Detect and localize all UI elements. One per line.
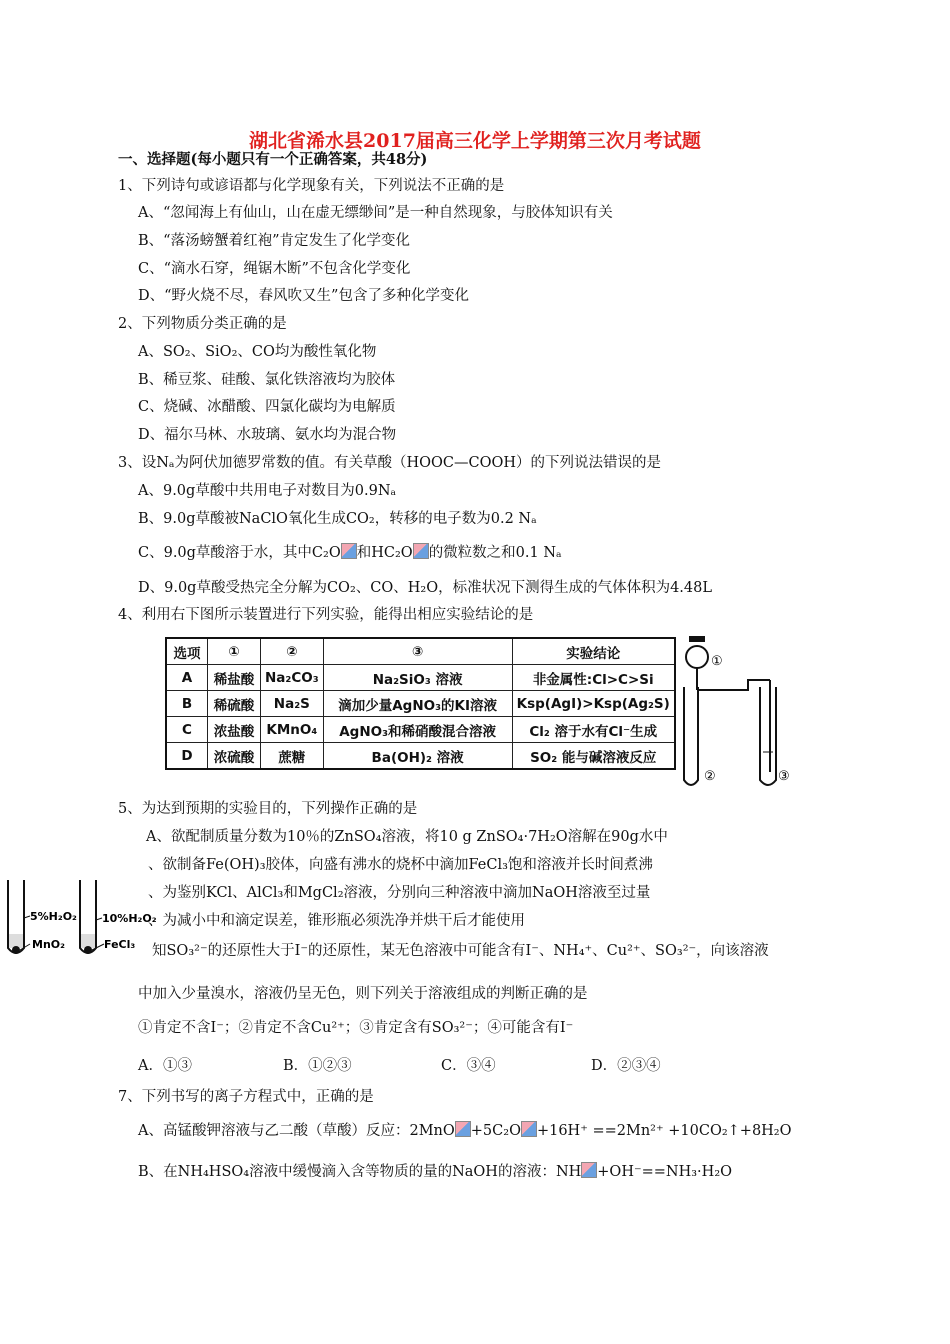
q3-stem: 3、设Nₐ为阿伏加德罗常数的值。有关草酸（HOOC—COOH）的下列说法错误的是 (118, 455, 662, 471)
q1-option-c: C、“滴水石穿，绳锯木断”不包含化学变化 (138, 261, 411, 277)
table-cell: KMnO₄ (261, 717, 324, 743)
q6-stem: 知SO₃²⁻的还原性大于I⁻的还原性，某无色溶液中可能含有I⁻、NH₄⁺、Cu²⁺、SO₃²⁻，向该溶液 (152, 943, 769, 959)
q3-option-c (138, 543, 562, 563)
table-row (166, 691, 675, 717)
table-cell: 非金属性:Cl>C>Si (512, 665, 675, 691)
table-row (166, 717, 675, 743)
table-cell: Na₂CO₃ (261, 665, 324, 691)
q3-c-part1: C、9.0g草酸溶于水，其中C₂O (138, 545, 341, 561)
table-cell: Ksp(AgI)>Ksp(Ag₂S) (512, 691, 675, 717)
q5-option-d: 、为减小中和滴定误差，锥形瓶必须洗净并烘干后才能使用 (148, 913, 525, 929)
label-1: ① (711, 654, 723, 669)
q1-option-d: D、“野火烧不尽，春风吹又生”包含了多种化学变化 (138, 288, 469, 304)
table-cell: SO₂ 能与碱溶液反应 (512, 743, 675, 770)
formula-image-icon (413, 543, 429, 559)
q7-stem: 7、下列书写的离子方程式中，正确的是 (118, 1089, 374, 1105)
table-header: 选项 (166, 638, 208, 665)
table-header: ② (261, 638, 324, 665)
q7-option-a (138, 1121, 792, 1141)
q6-option-d: D．②③④ (591, 1058, 661, 1074)
tube2-bottom-label: FeCl₃ (104, 938, 136, 951)
q5-option-a: A、欲配制质量分数为10％的ZnSO₄溶液，将10 g ZnSO₄·7H₂O溶解在90g水中 (146, 829, 668, 845)
q4-stem: 4、利用右下图所示装置进行下列实验，能得出相应实验结论的是 (118, 607, 534, 623)
q6-option-a: A．①③ (138, 1058, 192, 1074)
table-cell: A (166, 665, 208, 691)
q7-a-part3: +16H⁺ ==2Mn²⁺ +10CO₂↑+8H₂O (536, 1123, 792, 1139)
test-tube-3 (760, 687, 776, 785)
q3-c-part3: 的微粒数之和0.1 Nₐ (428, 545, 562, 561)
q1-option-a: A、“忽闻海上有仙山，山在虚无缥缈间”是一种自然现象，与胶体知识有关 (138, 205, 613, 221)
separatory-funnel (686, 646, 708, 668)
q5-option-c: 、为鉴别KCl、AlCl₃和MgCl₂溶液，分别向三种溶液中滴加NaOH溶液至过量 (148, 885, 651, 901)
q7-a-part2: +5C₂O (470, 1123, 521, 1139)
table-cell: Na₂S (261, 691, 324, 717)
table-cell: AgNO₃和稀硝酸混合溶液 (323, 717, 512, 743)
q2-stem: 2、下列物质分类正确的是 (118, 316, 287, 332)
q2-option-d: D、福尔马林、水玻璃、氨水均为混合物 (138, 427, 397, 443)
table-header: ③ (323, 638, 512, 665)
q3-option-a: A、9.0g草酸中共用电子对数目为0.9Nₐ (138, 483, 397, 499)
formula-image-icon (341, 543, 357, 559)
q3-option-b: B、9.0g草酸被NaClO氧化生成CO₂，转移的电子数为0.2 Nₐ (138, 511, 537, 527)
q7-b-part1: B、在NH₄HSO₄溶液中缓慢滴入含等物质的量的NaOH的溶液：NH (138, 1164, 582, 1180)
test-tube-2 (684, 687, 698, 785)
table-cell: 浓硫酸 (208, 743, 261, 770)
q2-option-c: C、烧碱、冰醋酸、四氯化碳均为电解质 (138, 399, 396, 415)
apparatus-diagram (670, 632, 810, 792)
label-2: ② (704, 769, 716, 784)
q7-a-part1: A、高锰酸钾溶液与乙二酸（草酸）反应：2MnO (138, 1123, 455, 1139)
table-cell: C (166, 717, 208, 743)
table-cell: 蔗糖 (261, 743, 324, 770)
table-cell: Cl₂ 溶于水有Cl⁻生成 (512, 717, 675, 743)
page-title: 湖北省浠水县2017届高三化学上学期第三次月考试题 (249, 130, 701, 152)
q2-option-a: A、SO₂、SiO₂、CO均为酸性氧化物 (138, 344, 377, 360)
section-heading: 一、选择题(每小题只有一个正确答案，共48分) (118, 151, 428, 168)
table-cell: 滴加少量AgNO₃的KI溶液 (323, 691, 512, 717)
q5-stem: 5、为达到预期的实验目的，下列操作正确的是 (118, 801, 418, 817)
table-row (166, 665, 675, 691)
q6-option-c: C．③④ (441, 1058, 496, 1074)
q3-option-d: D、9.0g草酸受热完全分解为CO₂、CO、H₂O，标准状况下测得生成的气体体积为4.48L (138, 580, 713, 596)
table-cell: B (166, 691, 208, 717)
formula-image-icon (455, 1121, 471, 1137)
table-header-row (166, 638, 675, 665)
table-cell: D (166, 743, 208, 770)
q6-statements: ①肯定不含I⁻；②肯定不含Cu²⁺；③肯定含有SO₃²⁻；④可能含有I⁻ (138, 1020, 574, 1036)
table-cell: Na₂SiO₃ 溶液 (323, 665, 512, 691)
q7-b-part2: +OH⁻==NH₃·H₂O (597, 1164, 733, 1180)
tube2-top-label: 10%H₂O₂ (102, 912, 157, 925)
formula-image-icon (521, 1121, 537, 1137)
table-cell: 稀硫酸 (208, 691, 261, 717)
table-cell: 稀盐酸 (208, 665, 261, 691)
tube1-top-label: 5%H₂O₂ (30, 910, 77, 923)
q6-option-b: B．①②③ (283, 1058, 352, 1074)
label-3: ③ (778, 769, 790, 784)
tube1-bottom-label: MnO₂ (32, 938, 65, 951)
q1-stem: 1、下列诗句或谚语都与化学现象有关，下列说法不正确的是 (118, 178, 505, 194)
q7-option-b (138, 1162, 732, 1182)
q5-option-b: 、欲制备Fe(OH)₃胶体，向盛有沸水的烧杯中滴加FeCl₃饱和溶液并长时间煮沸 (148, 857, 653, 873)
q4-table (165, 637, 676, 770)
table-header: ① (208, 638, 261, 665)
q6-stem-cont: 中加入少量溴水，溶液仍呈无色，则下列关于溶液组成的判断正确的是 (138, 986, 588, 1002)
table-header: 实验结论 (512, 638, 675, 665)
formula-image-icon (581, 1162, 597, 1178)
table-row (166, 743, 675, 770)
q3-c-part2: 和HC₂O (356, 545, 413, 561)
test-tubes-diagram (0, 878, 165, 960)
q2-option-b: B、稀豆浆、硅酸、氯化铁溶液均为胶体 (138, 372, 396, 388)
table-cell: Ba(OH)₂ 溶液 (323, 743, 512, 770)
table-cell: 浓盐酸 (208, 717, 261, 743)
q1-option-b: B、“落汤螃蟹着红袍”肯定发生了化学变化 (138, 233, 410, 249)
